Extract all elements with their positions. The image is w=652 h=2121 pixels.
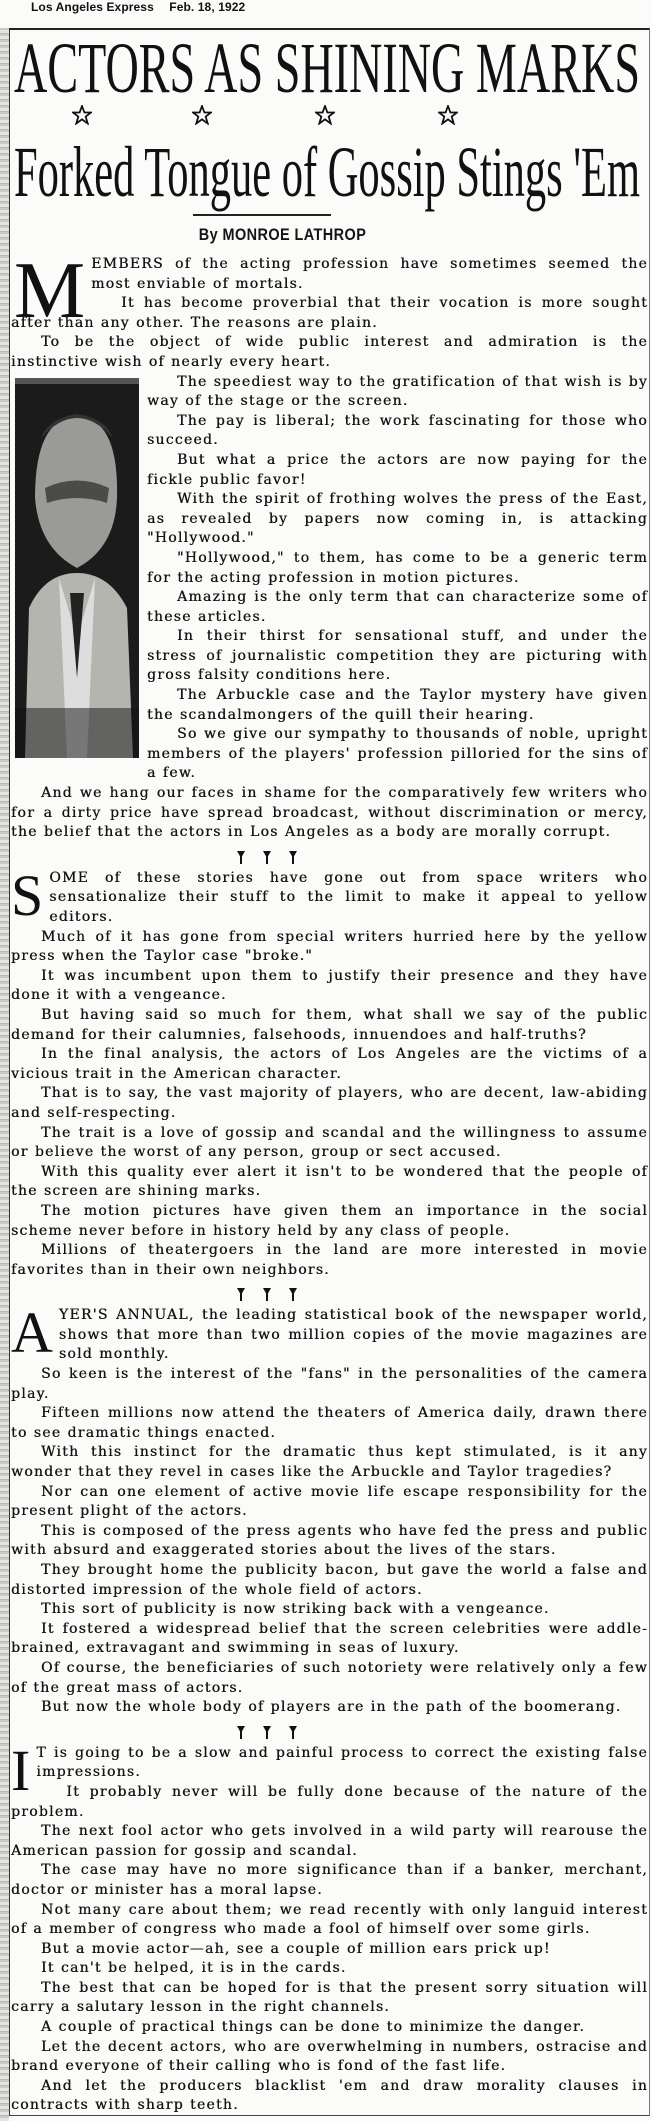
article-paragraph: It has become proverbial that their vocation is more sought after than any other. The reasons are plain.	[11, 295, 648, 331]
tack-ornament-icon	[289, 1726, 297, 1733]
article-paragraph: The next fool actor who gets involved in a wild party will rearouse the American passion for gossip and scandal.	[11, 1823, 648, 1859]
section-divider-ornament	[11, 1280, 648, 1306]
article-paragraph: The case may have no more significance than if a banker, merchant, doctor or minister has a moral lapse.	[11, 1862, 648, 1898]
subheadline: Forked Tongue of Gossip Stings 'Em	[14, 132, 640, 212]
article-paragraph: The pay is liberal; the work fascinating for those who succeed.	[147, 412, 648, 449]
article-paragraph: To be the object of wide public interest and admiration is the instinctive wish of nearly every heart.	[11, 334, 648, 370]
article-paragraph: It probably never will be fully done because of the nature of the problem.	[11, 1783, 648, 1820]
article-paragraph: T is going to be a slow and painful process to correct the existing false impressions.	[36, 1744, 648, 1781]
article-paragraph: With the spirit of frothing wolves the press of the East, as revealed by papers now coming in, is attacking "Hollywood."	[147, 491, 648, 547]
article-paragraph: With this quality ever alert it isn't to be wondered that the people of the screen are shining marks.	[11, 1163, 648, 1200]
article-paragraph: Amazing is the only term that can characterize some of these articles.	[147, 589, 648, 625]
headline: ACTORS AS SHINING MARKS	[14, 30, 640, 108]
author-portrait-photo	[15, 378, 139, 770]
article-paragraph: But now the whole body of players are in the path of the boomerang.	[41, 1699, 622, 1716]
article-paragraph: The motion pictures have given them an importance in the social scheme never before in history held by any class of people.	[11, 1202, 648, 1239]
star-outline-icon	[192, 105, 212, 125]
section-divider-ornament	[11, 843, 648, 869]
article-paragraph: EMBERS of the acting profession have sometimes seemed the most enviable of mortals.	[91, 256, 648, 292]
tack-ornament-icon	[289, 851, 297, 858]
article-paragraph: This sort of publicity is now striking back with a vengeance.	[41, 1601, 550, 1618]
article-paragraph: But a movie actor—ah, see a couple of million ears prick up!	[41, 1940, 551, 1957]
tack-ornament-icon	[263, 851, 271, 858]
drop-cap: I	[11, 1737, 31, 1803]
article-section	[11, 862, 648, 1280]
star-outline-icon	[315, 105, 335, 125]
star-ornaments	[0, 105, 652, 135]
article-section	[11, 1300, 648, 1717]
star-outline-icon	[438, 105, 458, 125]
drop-cap: A	[11, 1300, 53, 1366]
tack-ornament-icon	[263, 1288, 271, 1295]
article-paragraph: That is to say, the vast majority of players, who are decent, law-abiding and self-respecting.	[11, 1085, 648, 1121]
tack-ornament-icon	[237, 1288, 245, 1295]
article-paragraph: Nor can one element of active movie life escape responsibility for the present plight of the actors.	[11, 1483, 648, 1520]
article-paragraph: "Hollywood," to them, has come to be a generic term for the acting profession in motion pictures.	[147, 549, 648, 586]
article-paragraph: In their thirst for sensational stuff, and under the stress of journalistic competition they are picturing with gross falsity conditions here.	[147, 628, 648, 684]
article-paragraph: The best that can be hoped for is that the present sorry situation will carry a salutary lesson in the right channels.	[11, 1979, 648, 2016]
drop-cap: M	[14, 247, 86, 335]
article-paragraph: It fostered a widespread belief that the screen celebrities were addle-brained, extravagant and swimming in seas of luxury.	[11, 1620, 648, 1657]
article-paragraph: Fifteen millions now attend the theaters of America daily, drawn there to see dramatic things enacted.	[11, 1405, 648, 1441]
article-paragraph: Let the decent actors, who are overwhelming in numbers, ostracise and brand everyone of their calling who is fond of the fast life.	[11, 2038, 648, 2075]
article-paragraph: Millions of theatergoers in the land are more interested in movie favorites than in their own neighbors.	[11, 1242, 648, 1278]
article-paragraph: OME of these stories have gone out from space writers who sensationalize their stuff to the limit to make it appeal to yellow editors.	[49, 869, 648, 925]
article-section	[11, 1737, 648, 2116]
article-paragraph: But what a price the actors are now paying for the fickle public favor!	[147, 451, 648, 488]
headline-rule	[193, 214, 331, 216]
tack-ornament-icon	[289, 1288, 297, 1295]
article-paragraph: The speediest way to the gratification of that wish is by way of the stage or the screen.	[147, 373, 648, 410]
article-paragraph: So we give our sympathy to thousands of noble, upright members of the players' profession pilloried for the sins of a few.	[147, 726, 648, 782]
article-paragraph: The trait is a love of gossip and scandal and the willingness to assume or believe the worst of any person, group or sect accused.	[11, 1124, 648, 1161]
article-paragraph: Much of it has gone from special writers hurried here by the yellow press when the Taylor case "broke."	[11, 928, 648, 965]
article-paragraph: In the final analysis, the actors of Los Angeles are the victims of a vicious trait in the American character.	[11, 1046, 648, 1082]
article-paragraph: And let the producers blacklist 'em and draw morality clauses in contracts with sharp teeth.	[11, 2077, 648, 2114]
article-paragraph: So keen is the interest of the "fans" in the personalities of the camera play.	[11, 1366, 648, 1402]
scan-edge	[0, 28, 9, 2121]
article-paragraph: YER'S ANNUAL, the leading statistical book of the newspaper world, shows that more than two million copies of the movie magazines are sold monthly.	[58, 1307, 648, 1363]
article-paragraph: It can't be helped, it is in the cards.	[41, 1960, 347, 1977]
tack-ornament-icon	[237, 851, 245, 858]
article-section	[11, 247, 648, 843]
article-paragraph: Not many care about them; we read recently with only languid interest of a member of congress who made a fool of himself over some girls.	[11, 1901, 648, 1938]
article-paragraph: They brought home the publicity bacon, but gave the world a false and distorted impression of the whole field of actors.	[11, 1562, 648, 1598]
tack-ornament-icon	[263, 1726, 271, 1733]
article-body	[11, 247, 648, 2116]
tack-ornament-icon	[237, 1726, 245, 1733]
article-paragraph: With this instinct for the dramatic thus kept stimulated, is it any wonder that they revel in cases like the Arbuckle and Taylor tragedies?	[11, 1444, 648, 1481]
article-paragraph: It was incumbent upon them to justify their presence and they have done it with a vengeance.	[11, 967, 648, 1004]
byline: By MONROE LATHROP	[198, 225, 367, 244]
article-paragraph: And we hang our faces in shame for the comparatively few writers who for a dirty price have spread broadcast, without discrimination or mercy, the belief that the actors in Los Angeles as a body are morally corrupt.	[11, 785, 648, 841]
star-outline-icon	[72, 105, 92, 125]
article-paragraph: A couple of practical things can be done to minimize the danger.	[41, 2019, 586, 2036]
article-paragraph: But having said so much for them, what shall we say of the public demand for their calumnies, falsehoods, innuendoes and half-truths?	[11, 1006, 648, 1043]
article-paragraph: Of course, the beneficiaries of such notoriety were relatively only a few of the great mass of actors.	[11, 1659, 648, 1696]
section-divider-ornament	[11, 1718, 648, 1744]
publication-date: Feb. 18, 1922	[169, 0, 246, 14]
article-paragraph: This is composed of the press agents who have fed the press and public with absurd and exaggerated stories about the lives of the stars.	[11, 1522, 648, 1559]
publication-name: Los Angeles Express	[31, 0, 154, 14]
drop-cap: S	[11, 862, 44, 928]
clipping-source	[31, 0, 257, 14]
article-paragraph: The Arbuckle case and the Taylor mystery have given the scandalmongers of the quill their hearing.	[147, 687, 648, 723]
